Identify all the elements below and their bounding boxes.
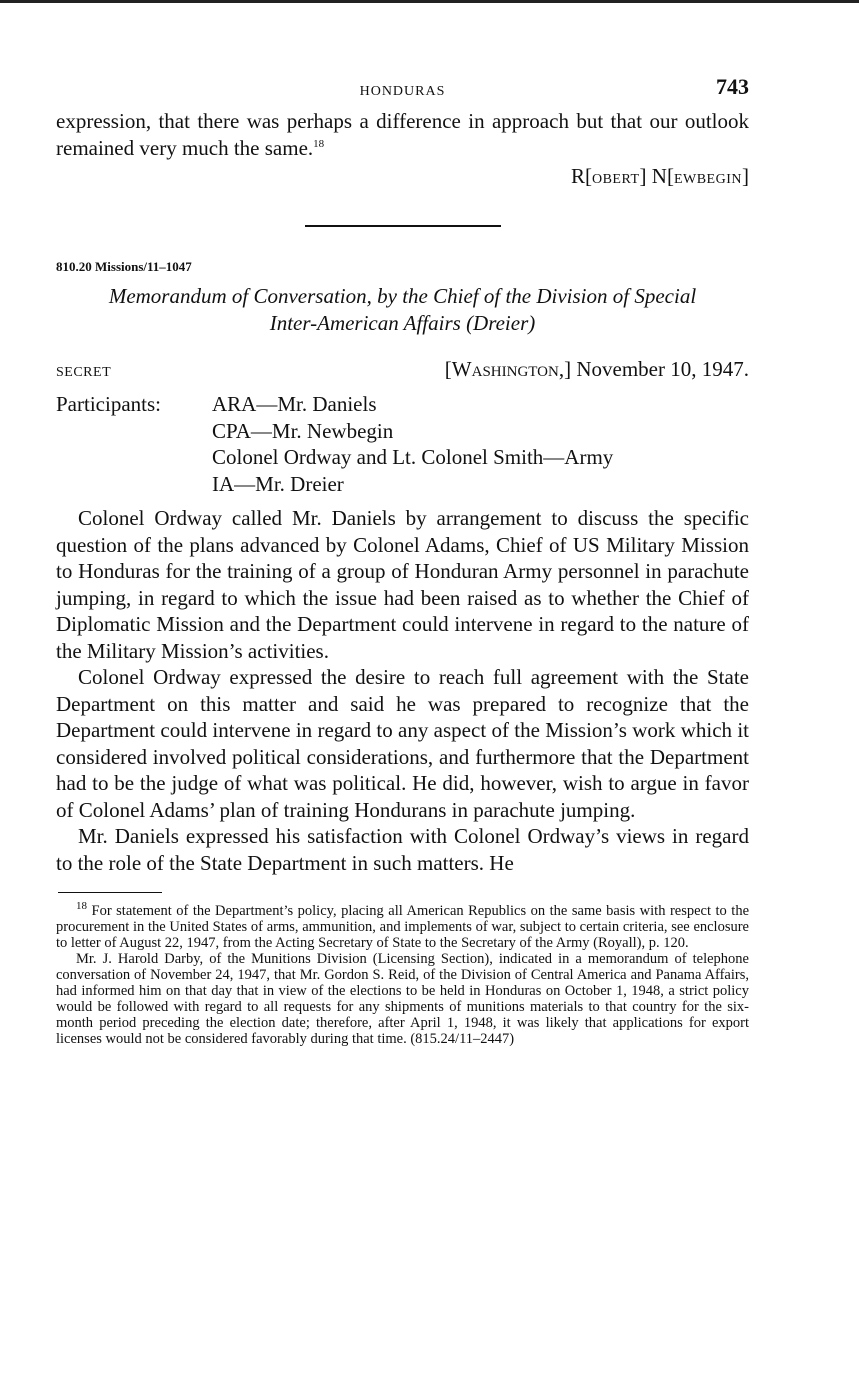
participant-item: ARA—Mr. Daniels — [212, 392, 377, 416]
participants-list — [212, 391, 749, 497]
footnote-text: Mr. J. Harold Darby, of the Munitions Division (Licensing Section), indicated in a memorandum of telephone conversation of November 24, 1947, that Mr. Gordon S. Reid, of the Division of Central America and Panama Affairs, had informed him on that day that in view of the elections to be held in Honduras on October 1, 1948, a strict policy would be followed with regard to all requests for any shipments of munitions materials to that country for the six-month period preceding the election date; therefore, after April 1, 1948, it was likely that applications for export licenses would not be considered favorably during that time. (815.24/11–2447) — [56, 951, 749, 1047]
participants-block — [56, 391, 749, 497]
page-number: 743 — [716, 74, 749, 99]
footnotes — [56, 900, 750, 1047]
continuation-paragraph — [56, 108, 749, 161]
classification-label: SECRET — [56, 365, 112, 380]
body-paragraph-3: Mr. Daniels expressed his satisfaction with Colonel Ordway’s views in regard to the role of the State Department in such matters. He — [56, 824, 749, 875]
title-author: (Dreier) — [466, 311, 536, 335]
dateline — [56, 357, 749, 385]
footnote-ref-18: 18 — [313, 137, 325, 150]
body-paragraph-2: Colonel Ordway expressed the desire to reach full agreement with the State Department on this matter and said he was prepared to recognize that the Department could intervene in regard to any aspect of the Mission’s work which it considered involved political considerations, and furthermore that the Department had to be the judge of what was political. He did, however, wish to argue in favor of Colonel Adams’ plan of training Hondurans in parachute jumping. — [56, 665, 749, 822]
title-line-2: Inter-American Affairs (Dreier) — [269, 311, 536, 335]
footnote-marker: 18 — [76, 900, 87, 913]
section-separator — [305, 225, 501, 227]
footnote-continuation — [56, 951, 749, 1047]
signature: R[OBERT] N[EWBEGIN] — [570, 164, 749, 188]
participant-item: CPA—Mr. Newbegin — [212, 418, 394, 443]
document-page — [56, 74, 749, 1047]
footnote-rule — [58, 892, 162, 893]
page-top-border — [0, 0, 859, 3]
continuation-text: expression, that there was perhaps a difference in approach but that our outlook remained very much the same. — [56, 109, 749, 160]
footnote-18 — [56, 900, 750, 951]
participant-item: IA—Mr. Dreier — [212, 471, 344, 496]
file-reference: 810.20 Missions/11–1047 — [56, 259, 192, 274]
footnote-text: For statement of the Department’s policy, placing all American Republics on the same basis with respect to the procurement in the United States of arms, ammunition, and implements of war, subject to certain criteria, see enclosure to letter of August 22, 1947, from the Acting Secretary of State to the Secretary of the Army (Royall), p. 120. — [56, 903, 750, 951]
participants-label: Participants: — [56, 392, 161, 416]
document-title — [56, 283, 749, 337]
page-header — [56, 74, 749, 108]
participant-item: Colonel Ordway and Lt. Colonel Smith—Army — [212, 445, 614, 469]
body-paragraph-1: Colonel Ordway called Mr. Daniels by arrangement to discuss the specific question of the plans advanced by Colonel Adams, Chief of US Military Mission to Honduras for the training of a group of Honduran Army personnel in parachute jumping, in regard to which the issue had been raised as to whether the Chief of Diplomatic Mission and the Department could intervene in regard to the nature of the Military Mission’s activities. — [56, 506, 749, 663]
document-date: [WASHINGTON,] November 10, 1947. — [444, 357, 749, 381]
running-head: HONDURAS — [359, 84, 446, 99]
title-line-1: Memorandum of Conversation, by the Chief of the Division of Special — [108, 284, 697, 308]
